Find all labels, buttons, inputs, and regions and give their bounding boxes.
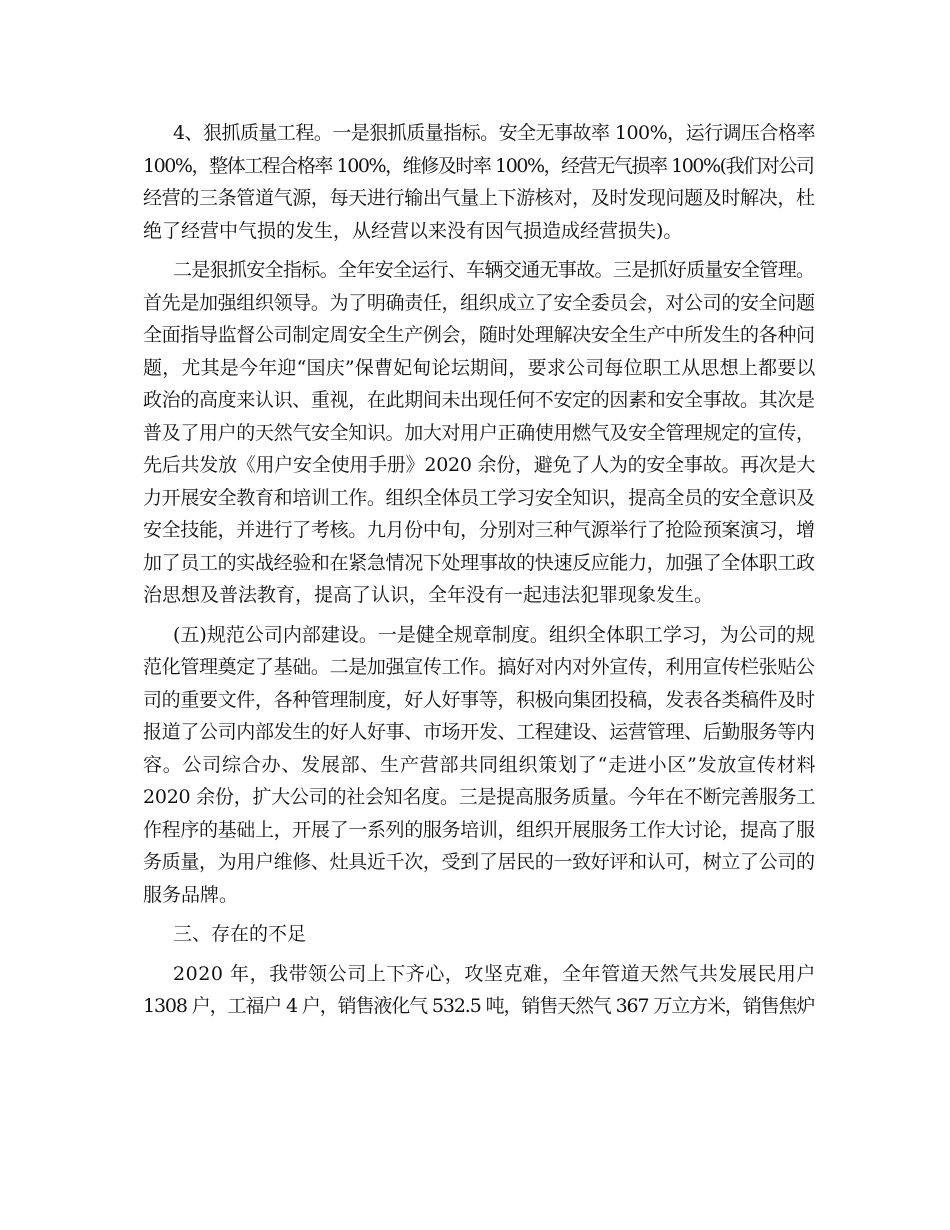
paragraph-quality-engineering [143,117,815,247]
section-heading-shortcomings [143,918,815,951]
text-line: 经营的三条管道气源，每天进行输出气量上下游核对，及时发现问题及时解决，杜 [143,187,815,209]
paragraph-safety-indicators [143,254,815,612]
text-line: 普及了用户的天然气安全知识。加大对用户正确使用燃气及安全管理规定的宣传， [143,421,815,444]
document-body [143,117,815,1023]
text-line: 报道了公司内部发生的好人好事、市场开发、工程建设、运营管理、后勤服务等内 [143,721,815,743]
text-line: 安全技能，并进行了考核。九月份中旬，分别对三种气源举行了抢险预案演习，增 [143,519,815,541]
text-line: 全面指导监督公司制定周安全生产例会，随时处理解决安全生产中所发生的各种问 [143,324,815,346]
section-heading: 三、存在的不足 [173,923,307,945]
text-line: 司的重要文件，各种管理制度，好人好事等，积极向集团投稿，发表各类稿件及时 [143,688,815,711]
text-line: 二是狠抓安全指标。全年安全运行、车辆交通无事故。三是抓好质量安全管理。 [173,259,815,281]
text-line: 1308 户，工福户 4 户，销售液化气 532.5 吨，销售天然气 367 万立方米，销售焦炉 [143,995,815,1017]
text-line: 4、狠抓质量工程。一是狠抓质量指标。安全无事故率 100%，运行调压合格率 [173,122,815,144]
text-line: 首先是加强组织领导。为了明确责任，组织成立了安全委员会，对公司的安全问题 [143,291,815,314]
text-line: 容。公司综合办、发展部、生产营部共同组织策划了“走进小区”发放宣传材料 [143,753,817,776]
text-line: 先后共发放《用户安全使用手册》2020 余份，避免了人为的安全事故。再次是大 [143,454,816,476]
text-line: 范化管理奠定了基础。二是加强宣传工作。搞好对内对外宣传，利用宣传栏张贴公 [143,656,815,678]
text-line: 加了员工的实战经验和在紧急情况下处理事故的快速反应能力，加强了全体职工政 [143,551,815,574]
text-line: 政治的高度来认识、重视，在此期间未出现任何不安定的因素和安全事故。其次是 [143,389,815,411]
paragraph-internal-construction [143,619,815,912]
text-line: 作程序的基础上，开展了一系列的服务培训，组织开展服务工作大讨论，提高了服 [143,818,815,841]
paragraph-annual-summary [143,958,815,1023]
text-line: 服务品牌。 [143,883,239,906]
text-line: 100%，整体工程合格率 100%，维修及时率 100%，经营无气损率 100%(我们对公司 [143,154,814,177]
text-line: (五)规范公司内部建设。一是健全规章制度。组织全体职工学习，为公司的规 [173,623,815,646]
text-line: 务质量，为用户维修、灶具近千次，受到了居民的一致好评和认可，树立了公司的 [143,851,815,873]
text-line: 题，尤其是今年迎“国庆”保曹妃甸论坛期间，要求公司每位职工从思想上都要以 [143,356,816,379]
text-line: 2020 年，我带领公司上下齐心，攻坚克难，全年管道天然气共发展民用户 [173,962,816,985]
text-line: 绝了经营中气损的发生，从经营以来没有因气损造成经营损失)。 [143,219,683,242]
text-line: 力开展安全教育和培训工作。组织全体员工学习安全知识，提高全员的安全意识及 [143,486,815,509]
text-line: 2020 余份，扩大公司的社会知名度。三是提高服务质量。今年在不断完善服务工 [143,786,816,808]
text-line: 治思想及普法教育，提高了认识，全年没有一起违法犯罪现象发生。 [143,584,714,606]
